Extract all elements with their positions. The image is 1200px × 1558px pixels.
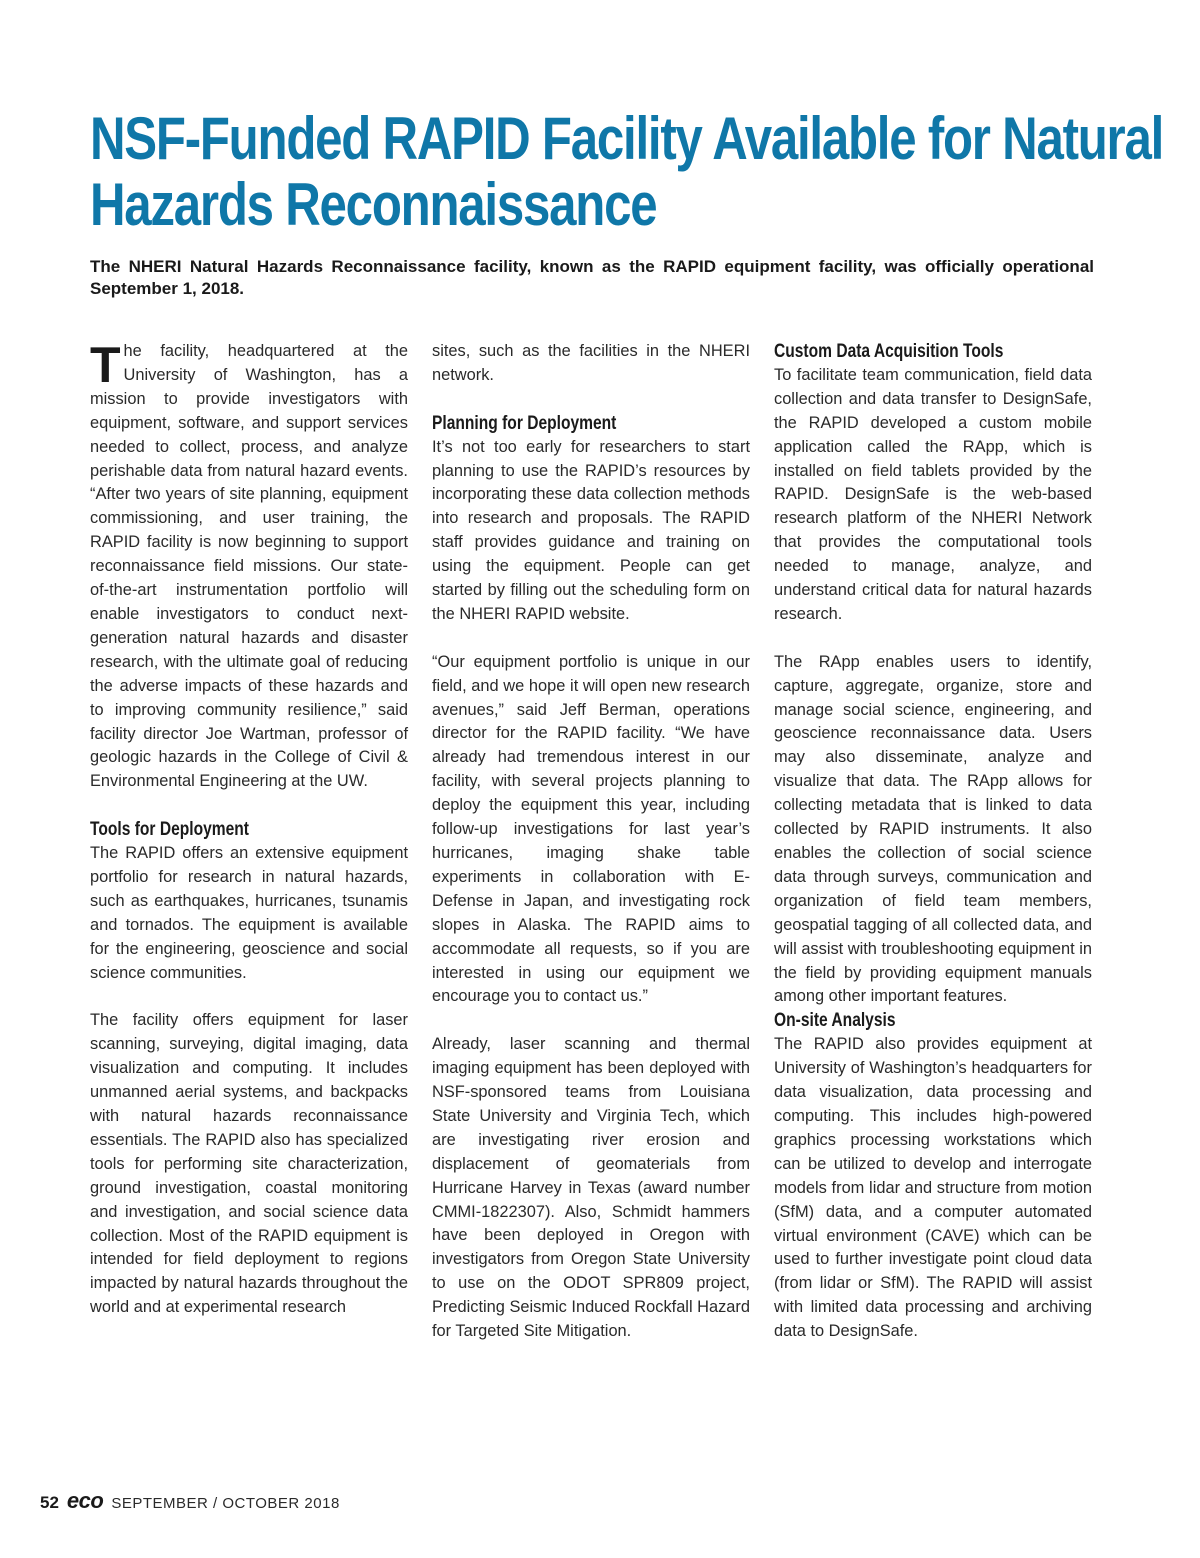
intro-paragraph [90, 337, 408, 794]
column-2 [432, 340, 750, 1344]
paragraph: It’s not too early for researchers to start planning to use the RAPID’s resources by incorporating these data collection methods into research and proposals. The RAPID staff provides guidance and training on using the equipment. People can get started by filling out the scheduling form on the NHERI RAPID website. [432, 437, 750, 623]
section-heading-tools-for-deployment: Tools for Deployment [90, 819, 249, 841]
column-3 [774, 340, 1092, 1344]
paragraph: The RAPID also provides equipment at University of Washington’s headquarters for data visualization, data processing and computing. This includes high-powered graphics processing workstations which can be utilized to develop and interrogate models from lidar and structure from motion (SfM) data, and a computer automated virtual environment (CAVE) which can be used to further investigate point cloud data (from lidar or SfM). The RAPID will assist with limited data processing and archiving data to DesignSafe. [774, 1035, 1092, 1341]
page-number: 52 [40, 1493, 59, 1512]
paragraph: The facility offers equipment for laser scanning, surveying, digital imaging, data visualization and computing. It includes unmanned aerial systems, and backpacks with natural hazards reconnaissance essentials. The RAPID also has specialized tools for performing site characterization, ground investigation, coastal monitoring and investigation, and social science data collection. Most of the RAPID equipment is intended for field deployment to regions impacted by natural hazards throughout the world and at experimental research [90, 1011, 408, 1317]
article-title-line-2: Hazards Reconnaissance [90, 171, 657, 238]
magazine-logo: eco [66, 1488, 104, 1513]
section-heading-custom-data-acquisition-tools: Custom Data Acquisition Tools [774, 341, 1004, 362]
page-footer [40, 1488, 340, 1513]
article-title-line-1: NSF-Funded RAPID Facility Available for Natural [90, 105, 1164, 172]
paragraph: Already, laser scanning and thermal imaging equipment has been deployed with NSF-sponsored teams from Louisiana State University and Virginia Tech, which are investigating river erosion and displacement of geomaterials from Hurricane Harvey in Texas (award number CMMI-1822307). Also, Schmidt hammers have been deployed in Oregon with investigators from Oregon State University to use on the ODOT SPR809 project, Predicting Seismic Induced Rockfall Hazard for Targeted Site Mitigation. [432, 1035, 750, 1341]
issue-date: SEPTEMBER / OCTOBER 2018 [111, 1495, 340, 1512]
paragraph-continued: sites, such as the facilities in the NHERI network. [432, 342, 750, 384]
paragraph: The RAPID offers an extensive equipment portfolio for research in natural hazards, such as earthquakes, hurricanes, tsunamis and tornados. The equipment is available for the engineering, geoscience and social science communities. [90, 844, 408, 982]
section-heading-planning-for-deployment: Planning for Deployment [432, 412, 617, 434]
section-heading-on-site-analysis: On-site Analysis [774, 1010, 896, 1032]
drop-cap: T [90, 337, 121, 393]
article-title [90, 105, 1164, 238]
paragraph: To facilitate team communication, field data collection and data transfer to DesignSafe, the RAPID developed a custom mobile application called the RApp, which is installed on field tablets provided by the RAPID. DesignSafe is the web-based research platform of the NHERI Network that provides the computational tools needed to manage, analyze, and understand critical data for natural hazards research. [774, 365, 1092, 623]
article-deck: The NHERI Natural Hazards Reconnaissance facility, known as the RAPID equipment facility, was officially operational September 1, 2018. [90, 257, 1094, 298]
column-1 [90, 337, 408, 1320]
quote-paragraph: “Our equipment portfolio is unique in our field, and we hope it will open new research avenues,” said Jeff Berman, operations director for the RAPID facility. “We have already had tremendous interest in our facility, with several projects planning to deploy the equipment this year, including follow-up investigations for last year’s hurricanes, imaging shake table experiments in collaboration with E-Defense in Japan, and investigating rock slopes in Alaska. The RAPID aims to accommodate all requests, so if you are interested in using our equipment we encourage you to contact us.” [432, 652, 750, 1006]
intro-text: he facility, headquartered at the University of Washington, has a mission to provide investigators with equipment, software, and support services needed to collect, process, and analyze perishable data from natural hazard events. “After two years of site planning, equipment commissioning, and user training, the RAPID facility is now beginning to support reconnaissance field missions. Our state-of-the-art instrumentation portfolio will enable investigators to conduct next-generation natural hazards and disaster research, with the ultimate goal of reducing the adverse impacts of these hazards and to improving community resilience,” said facility director Joe Wartman, professor of geologic hazards in the College of Civil & Environmental Engineering at the UW. [90, 342, 408, 791]
paragraph: The RApp enables users to identify, capture, aggregate, organize, store and manage social science, engineering, and geoscience reconnaissance data. Users may also disseminate, analyze and visualize that data. The RApp allows for collecting metadata that is linked to data collected by RAPID instruments. It also enables the collection of social science data through surveys, communication and organization of field team members, geospatial tagging of all collected data, and will assist with troubleshooting equipment in the field by providing equipment manuals among other important features. [774, 652, 1092, 1006]
